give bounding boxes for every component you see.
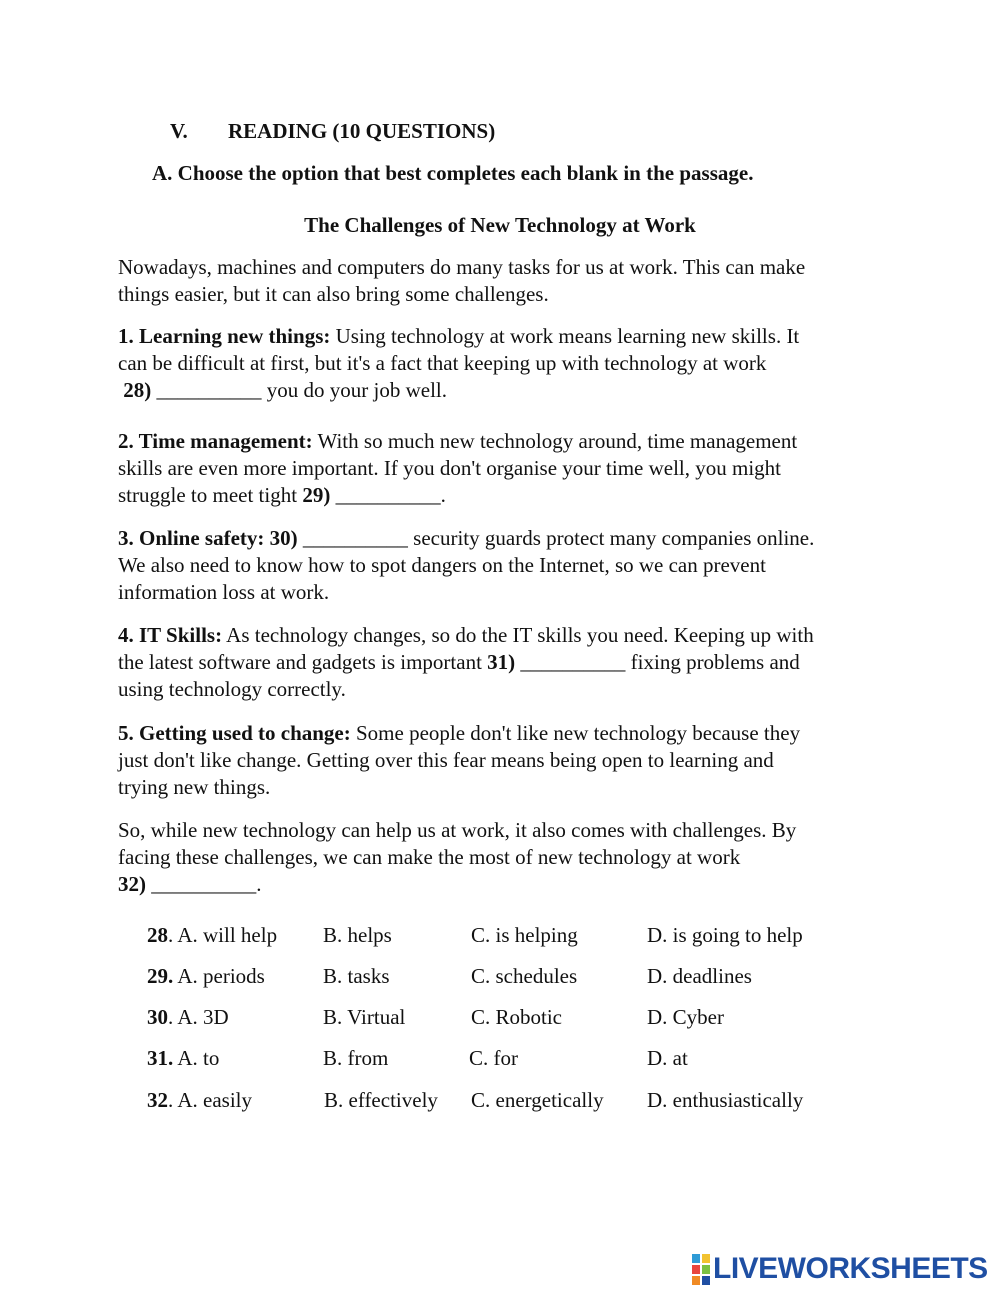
logo-blocks-icon	[692, 1254, 710, 1285]
passage-intro	[118, 254, 898, 308]
question-30-number: 30. A. 3D	[147, 1005, 229, 1029]
question-28-number: 28. A. will help	[147, 923, 278, 947]
paragraph-text: facing these challenges, we can make the most of new technology at work	[118, 845, 741, 869]
option-32-b[interactable]: B. effectively	[324, 1088, 438, 1112]
paragraph-text: Using technology at work means learning new skills. It	[330, 324, 800, 348]
question-31-number: 31. A. to	[147, 1046, 220, 1070]
option-32-d[interactable]: D. enthusiastically	[647, 1088, 804, 1112]
option-28-b[interactable]: B. helps	[323, 923, 392, 947]
option-29-a[interactable]: A. periods	[177, 964, 265, 988]
paragraph-change	[118, 720, 898, 801]
paragraph-safety	[118, 525, 898, 606]
paragraph-heading: 4. IT Skills:	[118, 623, 223, 647]
option-29-c[interactable]: C. schedules	[471, 964, 578, 988]
option-28-d[interactable]: D. is going to help	[647, 923, 803, 947]
paragraph-text: can be difficult at first, but it's a fact that keeping up with technology at work	[118, 351, 767, 375]
passage-title: The Challenges of New Technology at Work	[304, 213, 696, 237]
paragraph-heading: 5. Getting used to change:	[118, 721, 351, 745]
question-29-number: 29. A. periods	[147, 964, 265, 988]
paragraph-time	[118, 428, 898, 509]
blank-number-31: 31)	[487, 650, 516, 674]
blank-number-29: 29)	[302, 483, 331, 507]
intro-line-2: things easier, but it can also bring some challenges.	[118, 282, 549, 306]
paragraph-text: using technology correctly.	[118, 677, 346, 701]
blank-32: __________.	[146, 872, 262, 896]
option-31-d[interactable]: D. at	[647, 1046, 688, 1070]
option-30-d[interactable]: D. Cyber	[647, 1005, 724, 1029]
section-title: READING (10 QUESTIONS)	[228, 119, 496, 143]
option-30-b[interactable]: B. Virtual	[323, 1005, 406, 1029]
paragraph-text: just don't like change. Getting over this fear means being open to learning and	[118, 748, 774, 772]
blank-number-28: 28)	[123, 378, 152, 402]
blank-30: __________ security guards protect many companies online.	[297, 526, 815, 550]
paragraph-text: the latest software and gadgets is important	[118, 650, 488, 674]
option-28-a[interactable]: A. will help	[177, 923, 278, 947]
paragraph-text: With so much new technology around, time management	[312, 429, 798, 453]
blank-29: __________.	[330, 483, 446, 507]
paragraph-text: Some people don't like new technology because they	[350, 721, 801, 745]
blank-28: __________ you do your job well.	[151, 378, 447, 402]
intro-line-1: Nowadays, machines and computers do many tasks for us at work. This can make	[118, 255, 806, 279]
option-31-b[interactable]: B. from	[323, 1046, 389, 1070]
paragraph-text: We also need to know how to spot dangers on the Internet, so we can prevent	[118, 553, 766, 577]
option-30-c[interactable]: C. Robotic	[471, 1005, 563, 1029]
paragraph-heading: 1. Learning new things:	[118, 324, 331, 348]
paragraph-conclusion	[118, 817, 898, 898]
paragraph-learning	[118, 323, 898, 404]
paragraph-text: As technology changes, so do the IT skills you need. Keeping up with	[222, 623, 814, 647]
paragraph-heading: 3. Online safety: 30)	[118, 526, 298, 550]
option-29-b[interactable]: B. tasks	[323, 964, 390, 988]
option-31-a[interactable]: A. to	[177, 1046, 220, 1070]
paragraph-text: information loss at work.	[118, 580, 330, 604]
option-29-d[interactable]: D. deadlines	[647, 964, 752, 988]
paragraph-text: struggle to meet tight	[118, 483, 303, 507]
option-30-a[interactable]: A. 3D	[177, 1005, 229, 1029]
instruction: A. Choose the option that best completes each blank in the passage.	[152, 161, 754, 185]
option-28-c[interactable]: C. is helping	[471, 923, 578, 947]
paragraph-text: skills are even more important. If you don't organise your time well, you might	[118, 456, 782, 480]
blank-number-32: 32)	[118, 872, 146, 896]
option-31-c[interactable]: C. for	[469, 1046, 518, 1070]
paragraph-it-skills	[118, 622, 898, 703]
paragraph-text: So, while new technology can help us at work, it also comes with challenges. By	[118, 818, 797, 842]
logo-text: LIVEWORKSHEETS	[713, 1252, 988, 1285]
option-32-a[interactable]: A. easily	[177, 1088, 252, 1112]
question-32-number: 32. A. easily	[147, 1088, 252, 1112]
section-number: V.	[170, 119, 188, 143]
liveworksheets-logo	[692, 1254, 988, 1284]
option-32-c[interactable]: C. energetically	[471, 1088, 604, 1112]
paragraph-heading: 2. Time management:	[118, 429, 313, 453]
paragraph-text: trying new things.	[118, 775, 271, 799]
blank-31: __________ fixing problems and	[515, 650, 800, 674]
